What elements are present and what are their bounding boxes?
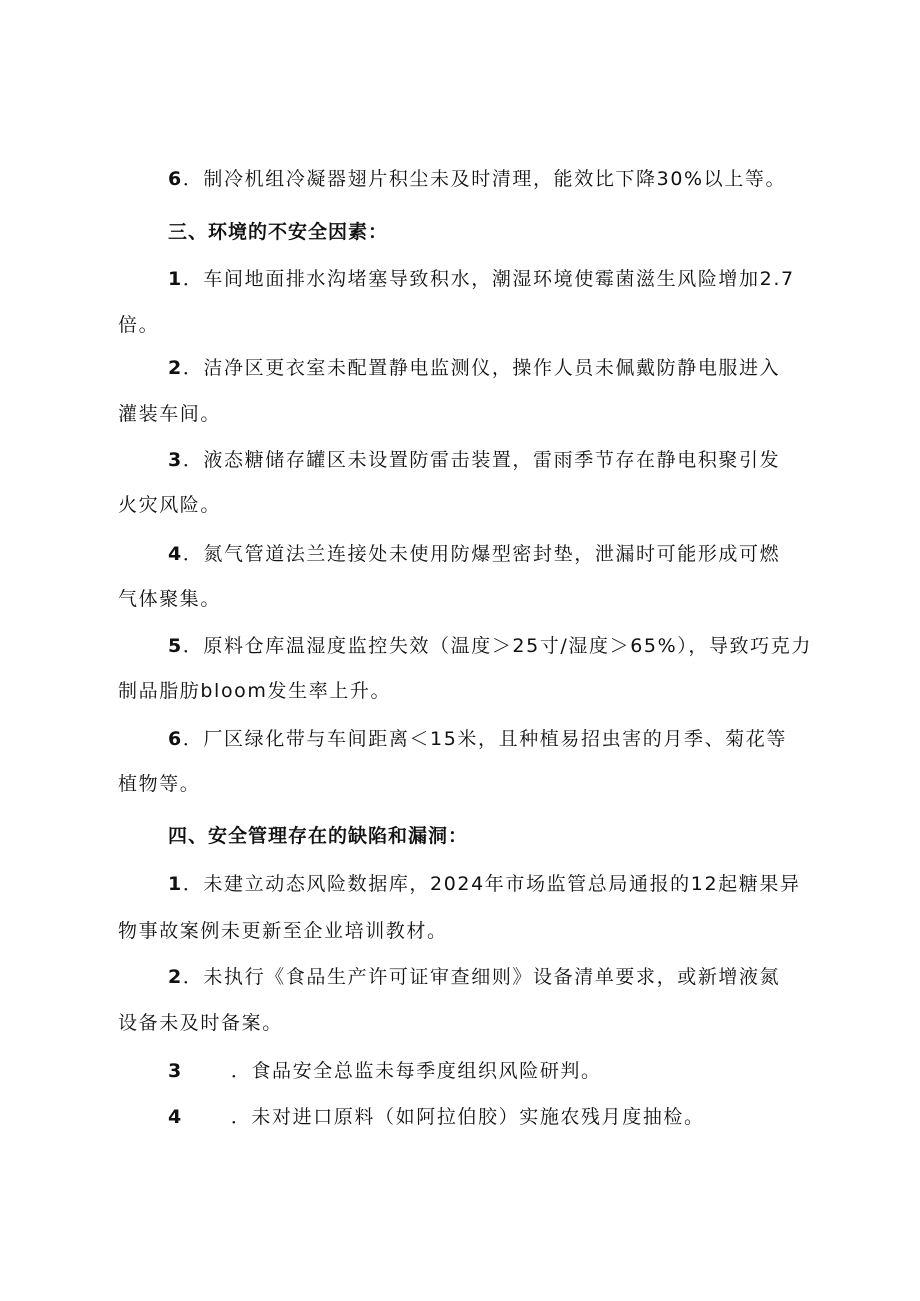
list-item (168, 1058, 868, 1084)
item-text: ．氮气管道法兰连接处未使用防爆型密封垫，泄漏时可能形成可燃 (182, 543, 781, 565)
item-continuation: 设备未及时备案。 (118, 1012, 283, 1034)
item-number: 4 (168, 543, 183, 565)
list-item (168, 355, 868, 381)
list-item (168, 871, 868, 897)
item-number: 6 (168, 728, 183, 750)
item-number: 5 (168, 635, 183, 657)
list-item (168, 1104, 868, 1130)
list-item (168, 964, 868, 990)
item-text: ．制冷机组冷凝器翅片积尘未及时清理，能效比下降30%以上等。 (182, 168, 787, 190)
item-number: 4 (168, 1106, 183, 1128)
item-number: 1 (168, 873, 183, 895)
item-number: 2 (168, 966, 183, 988)
item-continuation: 气体聚集。 (118, 588, 222, 610)
list-item (168, 166, 868, 192)
item-number: 3 (168, 449, 183, 471)
list-item (168, 541, 868, 567)
item-continuation: 物事故案例未更新至企业培训教材。 (118, 920, 448, 942)
item-text: ．未建立动态风险数据库，2024年市场监管总局通报的12起糖果异 (182, 873, 801, 895)
item-continuation: 灌装车间。 (118, 403, 222, 425)
item-number: 1 (168, 268, 183, 290)
list-item (168, 726, 868, 752)
item-continuation: 倍。 (118, 314, 160, 336)
item-text: ．食品安全总监未每季度组织风险研判。 (230, 1060, 602, 1082)
item-text: ．液态糖储存罐区未设置防雷击装置，雷雨季节存在静电积聚引发 (182, 449, 781, 471)
item-text: ．未对进口原料（如阿拉伯胶）实施农残月度抽检。 (230, 1106, 705, 1128)
item-number: 3 (168, 1060, 183, 1082)
item-text: ．未执行《食品生产许可证审查细则》设备清单要求，或新增液氮 (182, 966, 781, 988)
item-text: ．厂区绿化带与车间距离＜15米，且种植易招虫害的月季、菊花等 (182, 728, 788, 750)
section-heading: 四、安全管理存在的缺陷和漏洞： (168, 825, 469, 847)
section-heading: 三、环境的不安全因素： (168, 221, 389, 243)
item-number: 6 (168, 168, 183, 190)
item-text: ．车间地面排水沟堵塞导致积水，潮湿环境使霉菌滋生风险增加2.7 (182, 268, 795, 290)
list-item (168, 266, 868, 292)
item-continuation: 植物等。 (118, 773, 201, 795)
item-continuation: 制品脂肪bloom发生率上升。 (118, 680, 392, 702)
list-item (168, 633, 868, 659)
item-text: ．原料仓库温湿度监控失效（温度＞25寸/湿度＞65%），导致巧克力 (182, 635, 812, 657)
item-text: ．洁净区更衣室未配置静电监测仪，操作人员未佩戴防静电服进入 (182, 357, 781, 379)
item-continuation: 火灾风险。 (118, 494, 222, 516)
item-number: 2 (168, 357, 183, 379)
list-item (168, 447, 868, 473)
